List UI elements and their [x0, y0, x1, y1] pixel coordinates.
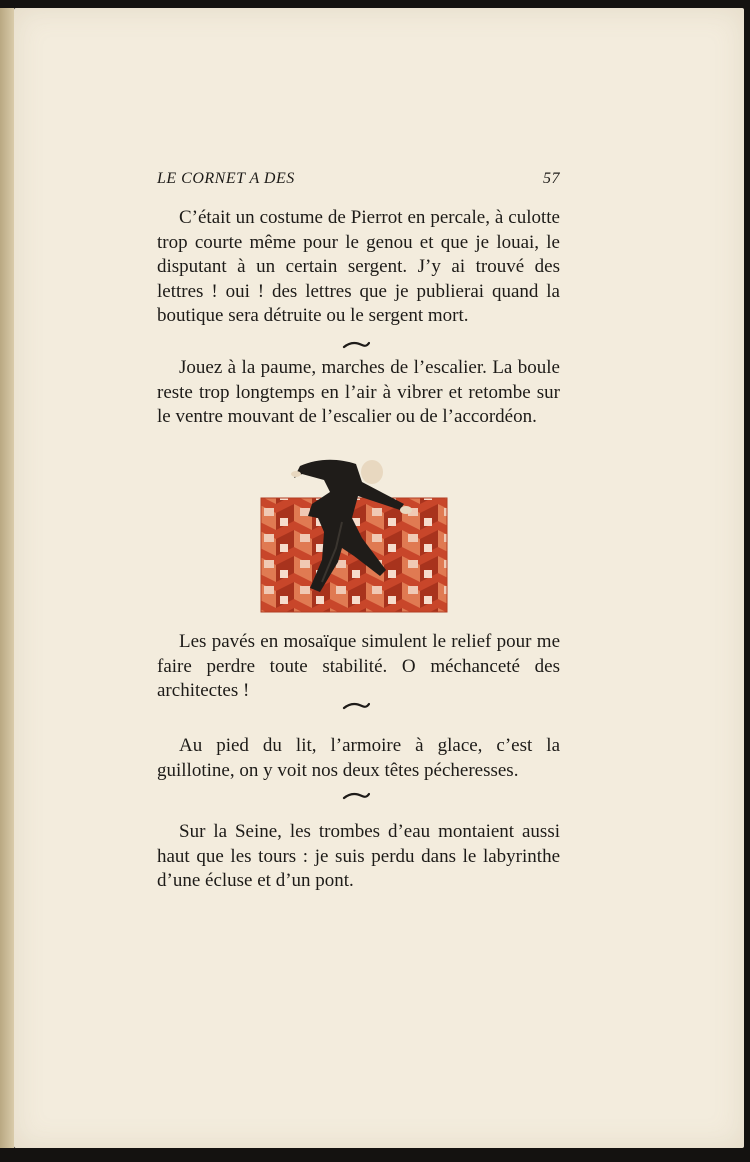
- page-number: 57: [543, 170, 560, 187]
- paragraph-1: C’était un costume de Pierrot en percale, à culotte trop courte même pour le genou et que je louai, le disputant à un certain sergent. J’y ai trouvé des lettres ! oui ! des lettres que je publierai quand la boutique sera détruite ou le sergent mort.: [157, 207, 560, 326]
- paragraph-2: Jouez à la paume, marches de l’escalier. La boule reste trop longtemps en l’air à vibrer et retombe sur le ventre mouvant de l’escalier ou de l’accordéon.: [157, 357, 560, 427]
- running-head-title: LE CORNET A DES: [157, 170, 295, 187]
- section-ornament-2: [342, 701, 370, 711]
- illustration-man-on-mosaic-floor: [258, 452, 452, 618]
- paragraph-5: Sur la Seine, les trombes d’eau montaient aussi haut que les tours : je suis perdu dans le labyrinthe d’une écluse et d’un pont.: [157, 821, 560, 891]
- section-ornament-1: [342, 340, 370, 350]
- book-gutter-edge: [0, 8, 14, 1148]
- paragraph-3: Les pavés en mosaïque simulent le relief pour me faire perdre toute stabilité. O méchanceté des architectes !: [157, 631, 560, 701]
- paragraph-4: Au pied du lit, l’armoire à glace, c’est la guillotine, on y voit nos deux têtes pécheresses.: [157, 735, 560, 781]
- background-strip: [0, 1148, 750, 1162]
- section-ornament-3: [342, 791, 370, 801]
